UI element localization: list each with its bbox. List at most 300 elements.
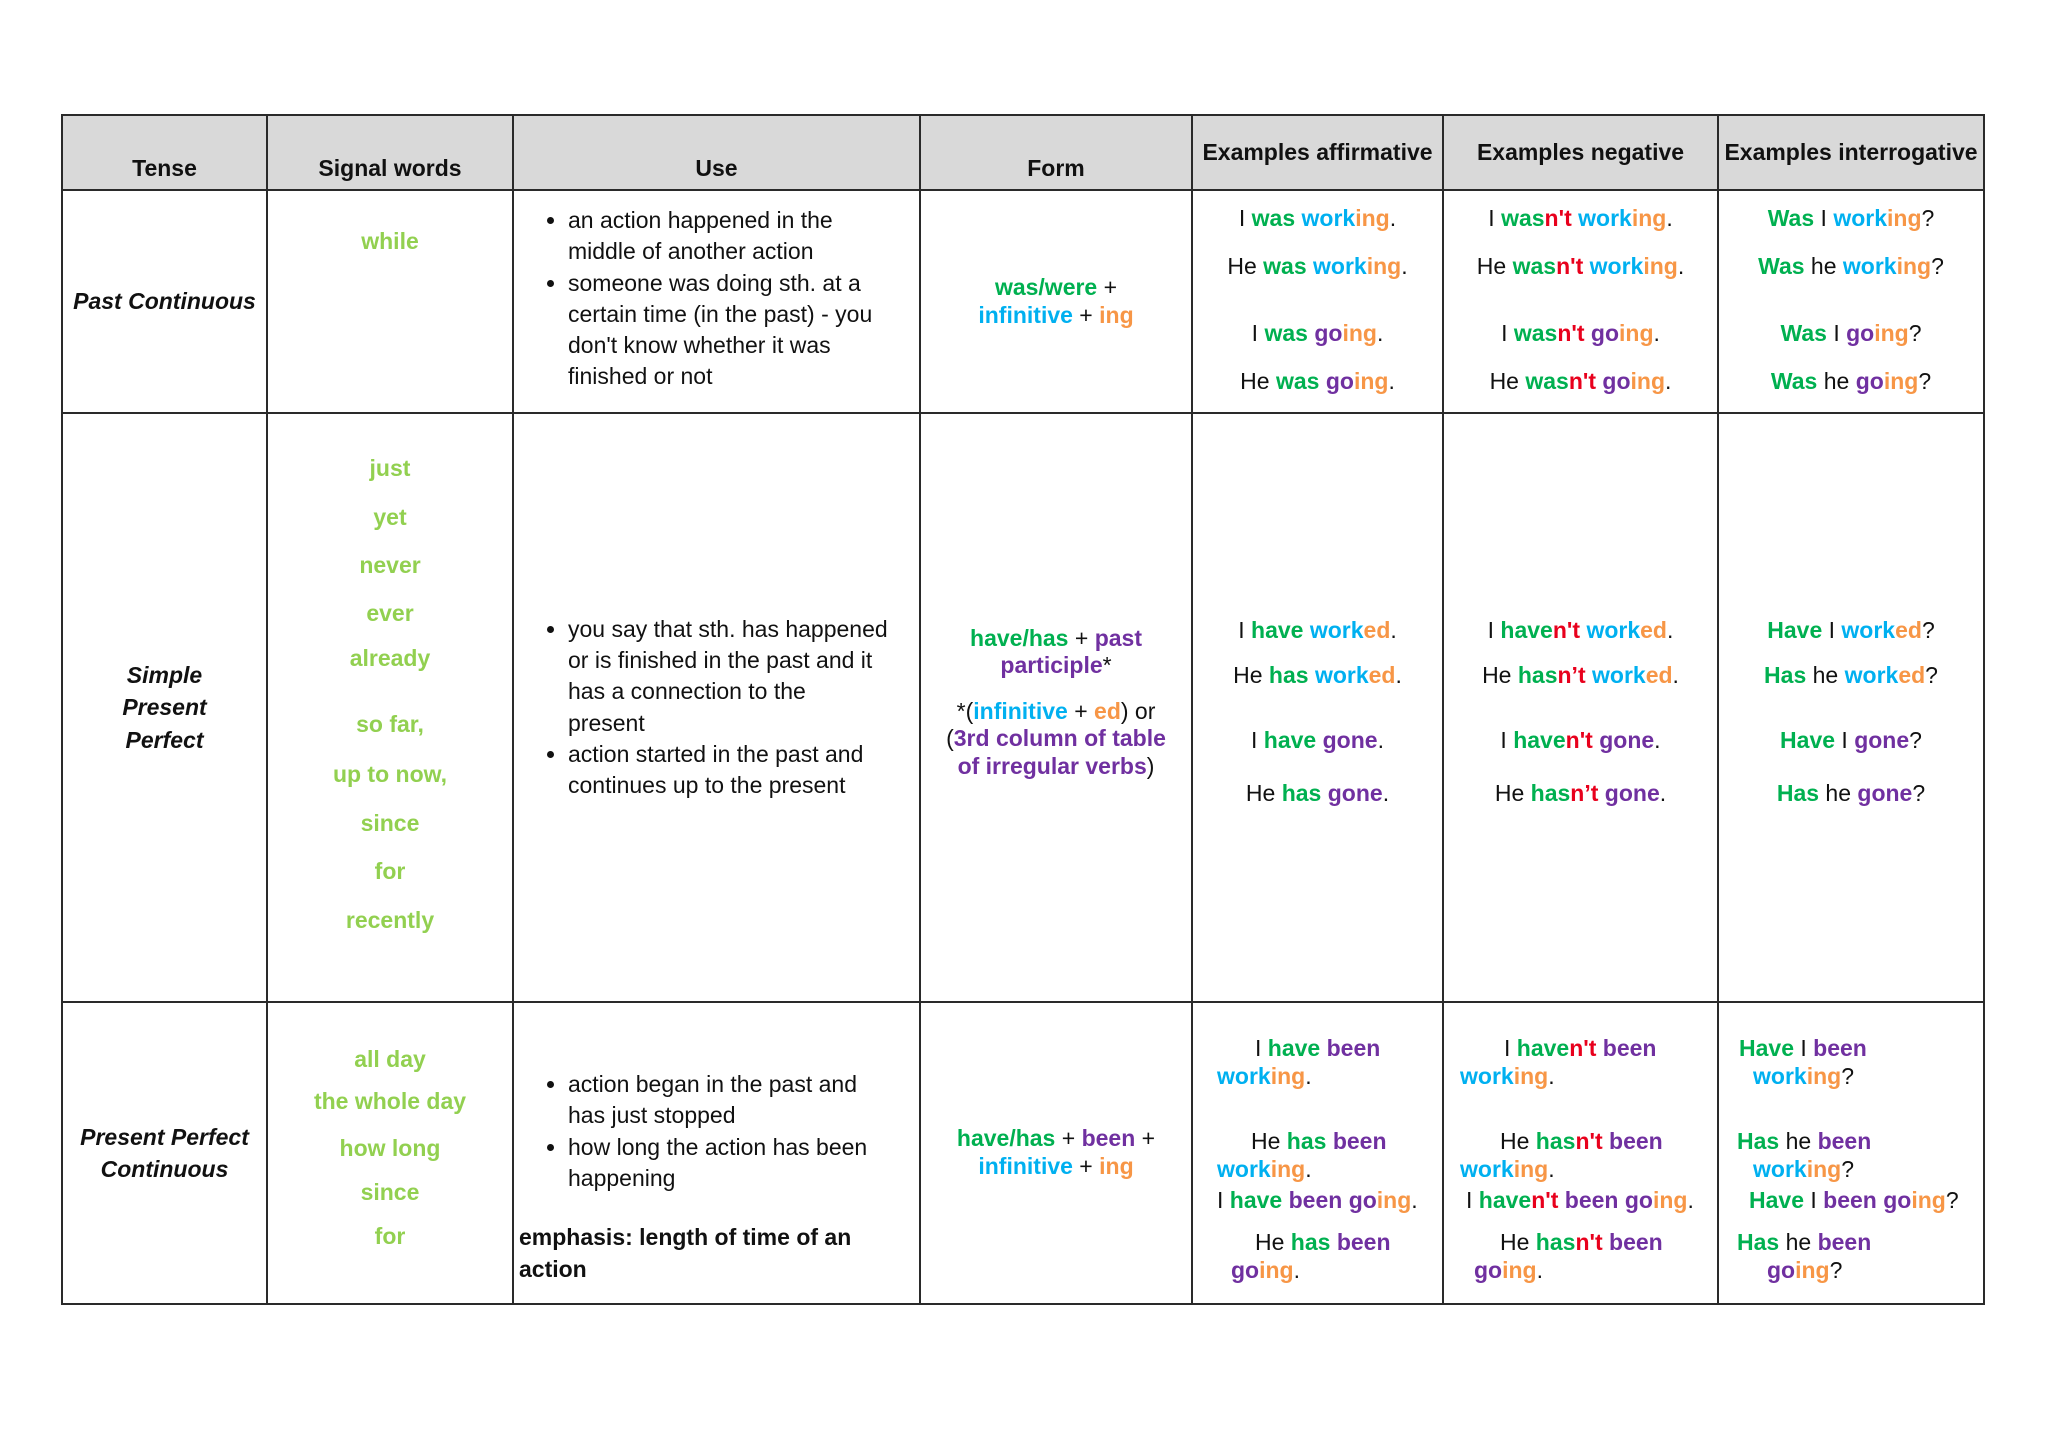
signal-word: just — [369, 455, 411, 481]
text-segment: infinitive — [978, 301, 1073, 328]
signal-word: for — [374, 858, 406, 884]
text-segment: He — [1245, 780, 1282, 806]
text-segment: . — [1687, 1187, 1694, 1213]
text-segment: I — [1820, 205, 1834, 231]
text-segment: ed — [1898, 662, 1926, 688]
text-segment: been — [1609, 1128, 1663, 1154]
row-present-perfect-continuous — [62, 1002, 1984, 1304]
example-negative-line — [1444, 780, 1717, 807]
example-negative-line — [1466, 1187, 1694, 1214]
text-segment: He — [1500, 1128, 1536, 1154]
examples-affirmative-cell — [1192, 1002, 1443, 1304]
text-segment: work — [1578, 205, 1632, 231]
signal-word: since — [360, 1179, 420, 1205]
text-segment: have — [1478, 1187, 1532, 1213]
example-affirmative-line — [1193, 368, 1442, 395]
use-bullet-list — [514, 1069, 919, 1194]
text-segment: go — [1846, 320, 1875, 346]
text-segment: ing — [1631, 205, 1667, 231]
text-segment: ? — [1912, 780, 1926, 806]
example-interrogative-line — [1767, 1257, 1842, 1284]
text-segment: . — [1677, 253, 1685, 279]
text-segment: have — [1516, 1035, 1570, 1061]
example-negative-line — [1500, 1128, 1663, 1155]
text-segment: gone — [1854, 727, 1910, 753]
header-signal-words: Signal words — [267, 115, 513, 190]
example-negative-line — [1444, 662, 1717, 689]
text-segment: + — [1072, 1153, 1100, 1179]
signal-word: since — [360, 810, 420, 836]
text-segment: was — [1513, 320, 1558, 346]
text-segment: * — [1102, 652, 1112, 679]
use-line: • action started in the past and — [568, 740, 864, 767]
example-interrogative-line — [1753, 1063, 1854, 1090]
example-negative-line — [1444, 320, 1717, 347]
text-segment: n't — [1575, 1128, 1610, 1154]
text-segment: Was — [1758, 253, 1811, 279]
text-segment: ed — [1368, 662, 1396, 688]
text-segment: He — [1500, 1229, 1536, 1255]
signal-word: up to now, — [332, 761, 448, 787]
example-interrogative-line — [1719, 617, 1983, 644]
text-segment: work — [1753, 1156, 1807, 1182]
text-segment: Was — [1767, 205, 1821, 231]
text-segment: ( — [946, 725, 954, 752]
text-segment: ed — [1895, 617, 1922, 643]
form-line — [921, 753, 1191, 781]
text-segment: . — [1666, 205, 1673, 231]
text-segment: . — [1382, 780, 1390, 806]
text-segment: . — [1654, 727, 1661, 753]
text-segment: ing — [1806, 1063, 1842, 1089]
signal-word: yet — [373, 504, 407, 530]
text-segment: ing — [1874, 320, 1909, 346]
tense-line: Continuous — [100, 1156, 229, 1182]
text-segment: was — [1263, 253, 1314, 279]
text-segment: was/were — [994, 273, 1098, 300]
signal-word: recently — [345, 907, 435, 933]
use-line: • someone was doing sth. at a — [568, 269, 861, 296]
text-segment: been — [1817, 1229, 1872, 1255]
example-negative-line — [1444, 368, 1717, 395]
text-segment: ed — [1094, 697, 1121, 724]
signal-word: so far, — [356, 711, 424, 737]
example-affirmative-line — [1193, 780, 1442, 807]
text-segment: I — [1828, 617, 1842, 643]
header-examples-negative: Examples negative — [1443, 115, 1718, 190]
text-segment: have — [1267, 1035, 1327, 1061]
text-segment: He — [1482, 662, 1518, 688]
text-segment: he — [1810, 253, 1843, 279]
text-segment: . — [1653, 320, 1660, 346]
example-affirmative-line — [1251, 1128, 1387, 1155]
text-segment: work — [1753, 1063, 1807, 1089]
text-segment: Has — [1737, 1229, 1786, 1255]
use-line: or is finished in the past and it — [568, 646, 873, 673]
text-segment: He — [1251, 1128, 1287, 1154]
example-affirmative-line — [1193, 320, 1442, 347]
text-segment: ing — [1270, 1063, 1306, 1089]
example-affirmative-line — [1217, 1156, 1312, 1183]
text-segment: ing — [1366, 253, 1402, 279]
text-segment: ing — [1896, 253, 1932, 279]
tenses-table — [61, 114, 1985, 1305]
text-segment: has — [1535, 1128, 1576, 1154]
text-segment: ing — [1355, 205, 1390, 231]
form-line — [921, 725, 1191, 753]
text-segment: I — [1500, 727, 1514, 753]
text-segment: work — [1217, 1156, 1271, 1182]
form-line — [921, 625, 1191, 653]
text-segment: ) — [1146, 752, 1155, 779]
example-affirmative-line — [1193, 205, 1442, 232]
text-segment: n’t — [1570, 780, 1605, 806]
example-interrogative-line — [1719, 662, 1983, 689]
text-segment: ing — [1887, 205, 1922, 231]
text-segment: ing — [1353, 368, 1389, 394]
example-negative-line — [1460, 1156, 1555, 1183]
example-interrogative-line — [1737, 1128, 1871, 1155]
text-segment: I — [1841, 727, 1855, 753]
form-formula — [921, 274, 1191, 329]
use-line: don't know whether it was — [568, 332, 831, 359]
header-examples-interrogative: Examples interrogative — [1718, 115, 1984, 190]
text-segment: has — [1530, 780, 1571, 806]
text-segment: work — [1309, 617, 1364, 643]
example-interrogative-line — [1719, 253, 1983, 280]
text-segment: He — [1233, 662, 1269, 688]
text-segment: . — [1411, 1187, 1418, 1213]
tense-line: Present Perfect — [80, 1123, 249, 1150]
text-segment: I — [1466, 1187, 1479, 1213]
text-segment: Has — [1737, 1128, 1786, 1154]
tense-cell — [62, 190, 267, 413]
use-line: continues up to the present — [568, 772, 846, 799]
header-examples-affirmative: Examples affirmative — [1192, 115, 1443, 190]
text-segment: have — [1513, 727, 1566, 753]
tense-cell — [62, 413, 267, 1002]
tense-line: Past Continuous — [73, 288, 256, 315]
example-interrogative-line — [1753, 1156, 1854, 1183]
row-past-continuous — [62, 190, 1984, 413]
use-cell — [513, 413, 920, 1002]
use-line: present — [568, 709, 645, 736]
text-segment: He — [1240, 368, 1276, 394]
text-segment: work — [1844, 662, 1899, 688]
text-segment: . — [1293, 1257, 1300, 1283]
use-bullet — [568, 614, 919, 739]
tense-cell — [62, 1002, 267, 1304]
tense-line: Simple — [126, 662, 203, 689]
text-segment: has — [1535, 1229, 1576, 1255]
text-segment: He — [1494, 780, 1531, 806]
text-segment: been — [1288, 1187, 1349, 1213]
examples-negative-cell — [1443, 413, 1718, 1002]
text-segment: was — [1512, 253, 1557, 279]
text-segment: ? — [1841, 1063, 1854, 1089]
text-segment: . — [1305, 1156, 1312, 1182]
example-affirmative-line — [1193, 617, 1442, 644]
use-line: finished or not — [568, 363, 713, 390]
example-affirmative-line — [1193, 727, 1442, 754]
text-segment: have — [1500, 617, 1553, 643]
text-segment: ing — [1652, 1187, 1688, 1213]
text-segment: Have — [1749, 1187, 1811, 1213]
text-segment: . — [1376, 320, 1384, 346]
text-segment: I — [1217, 1187, 1230, 1213]
text-segment: infinitive — [973, 697, 1068, 724]
text-segment: n't — [1544, 205, 1579, 231]
text-segment: ing — [1270, 1156, 1306, 1182]
example-affirmative-line — [1193, 253, 1442, 280]
text-segment: ? — [1909, 727, 1922, 753]
text-segment: was — [1264, 320, 1315, 346]
text-segment: been — [1081, 1125, 1136, 1152]
example-interrogative-line — [1719, 780, 1983, 807]
signal-word: while — [361, 228, 419, 254]
text-segment: has — [1286, 1128, 1333, 1154]
text-segment: work — [1217, 1063, 1271, 1089]
signal-words-cell — [267, 1002, 513, 1304]
text-segment: work — [1460, 1156, 1514, 1182]
text-segment: Have — [1780, 727, 1842, 753]
text-segment: + — [1097, 273, 1118, 300]
text-segment: . — [1548, 1063, 1555, 1089]
text-segment: He — [1255, 1229, 1291, 1255]
text-segment: has — [1517, 662, 1558, 688]
text-segment: ed — [1645, 662, 1673, 688]
text-segment: go — [1325, 368, 1354, 394]
example-interrogative-line — [1739, 1035, 1867, 1062]
text-segment: ing — [1911, 1187, 1946, 1213]
example-interrogative-line — [1719, 727, 1983, 754]
signal-word: already — [349, 645, 431, 671]
text-segment: I — [1833, 320, 1847, 346]
signal-word: never — [359, 552, 421, 578]
signal-word-list — [268, 414, 512, 1001]
text-segment: Have — [1739, 1035, 1801, 1061]
text-segment: . — [1672, 662, 1679, 688]
text-segment: been — [1609, 1229, 1663, 1255]
text-segment: have — [1263, 727, 1323, 753]
text-segment: n't — [1565, 727, 1600, 753]
signal-word: the whole day — [313, 1088, 467, 1114]
example-affirmative-line — [1255, 1035, 1380, 1062]
example-affirmative-line — [1255, 1229, 1391, 1256]
text-segment: been — [1602, 1035, 1657, 1061]
text-segment: n't — [1556, 253, 1590, 279]
text-segment: ? — [1908, 320, 1922, 346]
text-segment: work — [1592, 662, 1646, 688]
text-segment: I — [1810, 1187, 1824, 1213]
use-bullet — [568, 1069, 919, 1132]
text-segment: ing — [1619, 320, 1654, 346]
text-segment: n't — [1531, 1187, 1565, 1213]
form-cell — [920, 190, 1192, 413]
text-segment: ? — [1918, 368, 1932, 394]
text-segment: ? — [1921, 617, 1935, 643]
signal-word: all day — [354, 1046, 426, 1072]
text-segment: . — [1666, 617, 1674, 643]
text-segment: was — [1501, 205, 1545, 231]
text-segment: ? — [1925, 662, 1938, 688]
text-segment: . — [1395, 662, 1402, 688]
text-segment: gone — [1599, 727, 1655, 753]
example-interrogative-line — [1737, 1229, 1871, 1256]
text-segment: go — [1314, 320, 1343, 346]
example-negative-line — [1460, 1063, 1555, 1090]
use-line: • an action happened in the — [568, 207, 833, 233]
text-segment: n’t — [1557, 662, 1592, 688]
text-segment: been — [1564, 1187, 1625, 1213]
form-cell — [920, 1002, 1192, 1304]
text-segment: been — [1326, 1035, 1381, 1061]
text-segment: . — [1390, 617, 1397, 643]
text-segment: has — [1290, 1229, 1337, 1255]
use-bullet — [568, 268, 919, 393]
form-line — [921, 302, 1191, 330]
form-cell — [920, 413, 1192, 1002]
text-segment: . — [1389, 205, 1397, 231]
text-segment: been — [1336, 1229, 1391, 1255]
text-segment: 3rd column of table — [953, 725, 1166, 752]
use-bullet — [568, 739, 919, 802]
text-segment: ? — [1921, 205, 1935, 231]
text-segment: . — [1659, 780, 1667, 806]
text-segment: he — [1785, 1128, 1818, 1154]
use-line: certain time (in the past) - you — [568, 300, 873, 327]
example-negative-line — [1444, 205, 1717, 232]
text-segment: go — [1883, 1187, 1912, 1213]
example-negative-line — [1444, 253, 1717, 280]
examples-interrogative-cell — [1718, 1002, 1984, 1304]
text-segment: work — [1586, 617, 1641, 643]
text-segment: + — [1135, 1125, 1156, 1152]
use-cell — [513, 1002, 920, 1304]
use-line: middle of another action — [568, 238, 814, 265]
text-segment: I — [1487, 617, 1501, 643]
form-formula — [921, 1125, 1191, 1180]
text-segment: has — [1268, 662, 1315, 688]
text-segment: go — [1590, 320, 1620, 346]
text-segment: work — [1841, 617, 1896, 643]
header-use: Use — [513, 115, 920, 190]
text-segment: gone — [1604, 780, 1660, 806]
text-segment: He — [1227, 253, 1264, 279]
form-line — [921, 1125, 1191, 1153]
use-line: has just stopped — [568, 1102, 736, 1129]
text-segment: have/has — [956, 1125, 1056, 1152]
text-segment: ing — [1513, 1156, 1549, 1182]
examples-negative-cell — [1443, 1002, 1718, 1304]
text-segment: go — [1855, 368, 1884, 394]
signal-word: how long — [339, 1135, 441, 1161]
text-segment: ? — [1945, 1187, 1959, 1213]
text-segment: ing — [1099, 1153, 1134, 1179]
text-segment: . — [1401, 253, 1408, 279]
text-segment: I — [1238, 617, 1252, 643]
text-segment: infinitive — [978, 1153, 1073, 1179]
text-segment: . — [1665, 368, 1672, 394]
example-negative-line — [1444, 617, 1717, 644]
form-formula — [921, 625, 1191, 781]
text-segment: go — [1624, 1187, 1653, 1213]
tense-line: Present — [122, 694, 207, 721]
text-segment: I — [1488, 205, 1502, 231]
text-segment: work — [1301, 205, 1356, 231]
example-interrogative-line — [1719, 205, 1983, 232]
examples-affirmative-cell — [1192, 190, 1443, 413]
signal-word-list — [268, 191, 512, 412]
example-interrogative-line — [1719, 320, 1983, 347]
text-segment: ing — [1795, 1257, 1830, 1283]
text-segment: ing — [1806, 1156, 1842, 1182]
text-segment: I — [1800, 1035, 1814, 1061]
text-segment: been — [1817, 1128, 1872, 1154]
text-segment: . — [1548, 1156, 1555, 1182]
text-segment: past — [1094, 624, 1142, 651]
text-segment: I — [1251, 727, 1264, 753]
text-segment: he — [1785, 1229, 1818, 1255]
text-segment: ? — [1829, 1257, 1843, 1283]
example-affirmative-line — [1193, 662, 1442, 689]
text-segment: He — [1489, 368, 1526, 394]
text-segment: + — [1072, 301, 1100, 328]
text-segment: work — [1313, 253, 1367, 279]
text-segment: n't — [1557, 320, 1591, 346]
text-segment: work — [1833, 205, 1887, 231]
signal-word: for — [374, 1223, 406, 1249]
text-segment: I — [1504, 1035, 1517, 1061]
text-segment: participle — [1000, 652, 1103, 679]
signal-words-cell — [267, 190, 513, 413]
example-negative-line — [1504, 1035, 1656, 1062]
text-segment: go — [1767, 1257, 1796, 1283]
header-row — [62, 115, 1984, 190]
text-segment: work — [1460, 1063, 1514, 1089]
use-bullet-list — [514, 205, 919, 393]
text-segment: go — [1602, 368, 1631, 394]
header-form: Form — [920, 115, 1192, 190]
text-segment: was — [1525, 368, 1569, 394]
example-affirmative-line — [1231, 1257, 1300, 1284]
signal-word-list — [268, 1003, 512, 1303]
text-segment: + — [1067, 697, 1095, 724]
text-segment: + — [1055, 1125, 1082, 1152]
text-segment: gone — [1857, 780, 1913, 806]
text-segment: + — [1068, 624, 1095, 651]
text-segment: Has — [1764, 662, 1813, 688]
use-line: • how long the action has been — [568, 1133, 868, 1160]
example-affirmative-line — [1217, 1187, 1418, 1214]
text-segment: ing — [1502, 1257, 1537, 1283]
use-cell — [513, 190, 920, 413]
text-segment: gone — [1322, 727, 1378, 753]
examples-interrogative-cell — [1718, 190, 1984, 413]
text-segment: was — [1275, 368, 1326, 394]
text-segment: I — [1238, 205, 1252, 231]
tense-line: Perfect — [125, 726, 204, 753]
example-affirmative-line — [1217, 1063, 1312, 1090]
use-line: • you say that sth. has happened — [568, 615, 888, 642]
text-segment: n't — [1568, 368, 1603, 394]
text-segment: ing — [1342, 320, 1377, 346]
text-segment: go — [1348, 1187, 1377, 1213]
form-line — [921, 274, 1191, 302]
text-segment: n't — [1575, 1229, 1610, 1255]
text-segment: ? — [1841, 1156, 1854, 1182]
use-bullet — [568, 1132, 919, 1195]
